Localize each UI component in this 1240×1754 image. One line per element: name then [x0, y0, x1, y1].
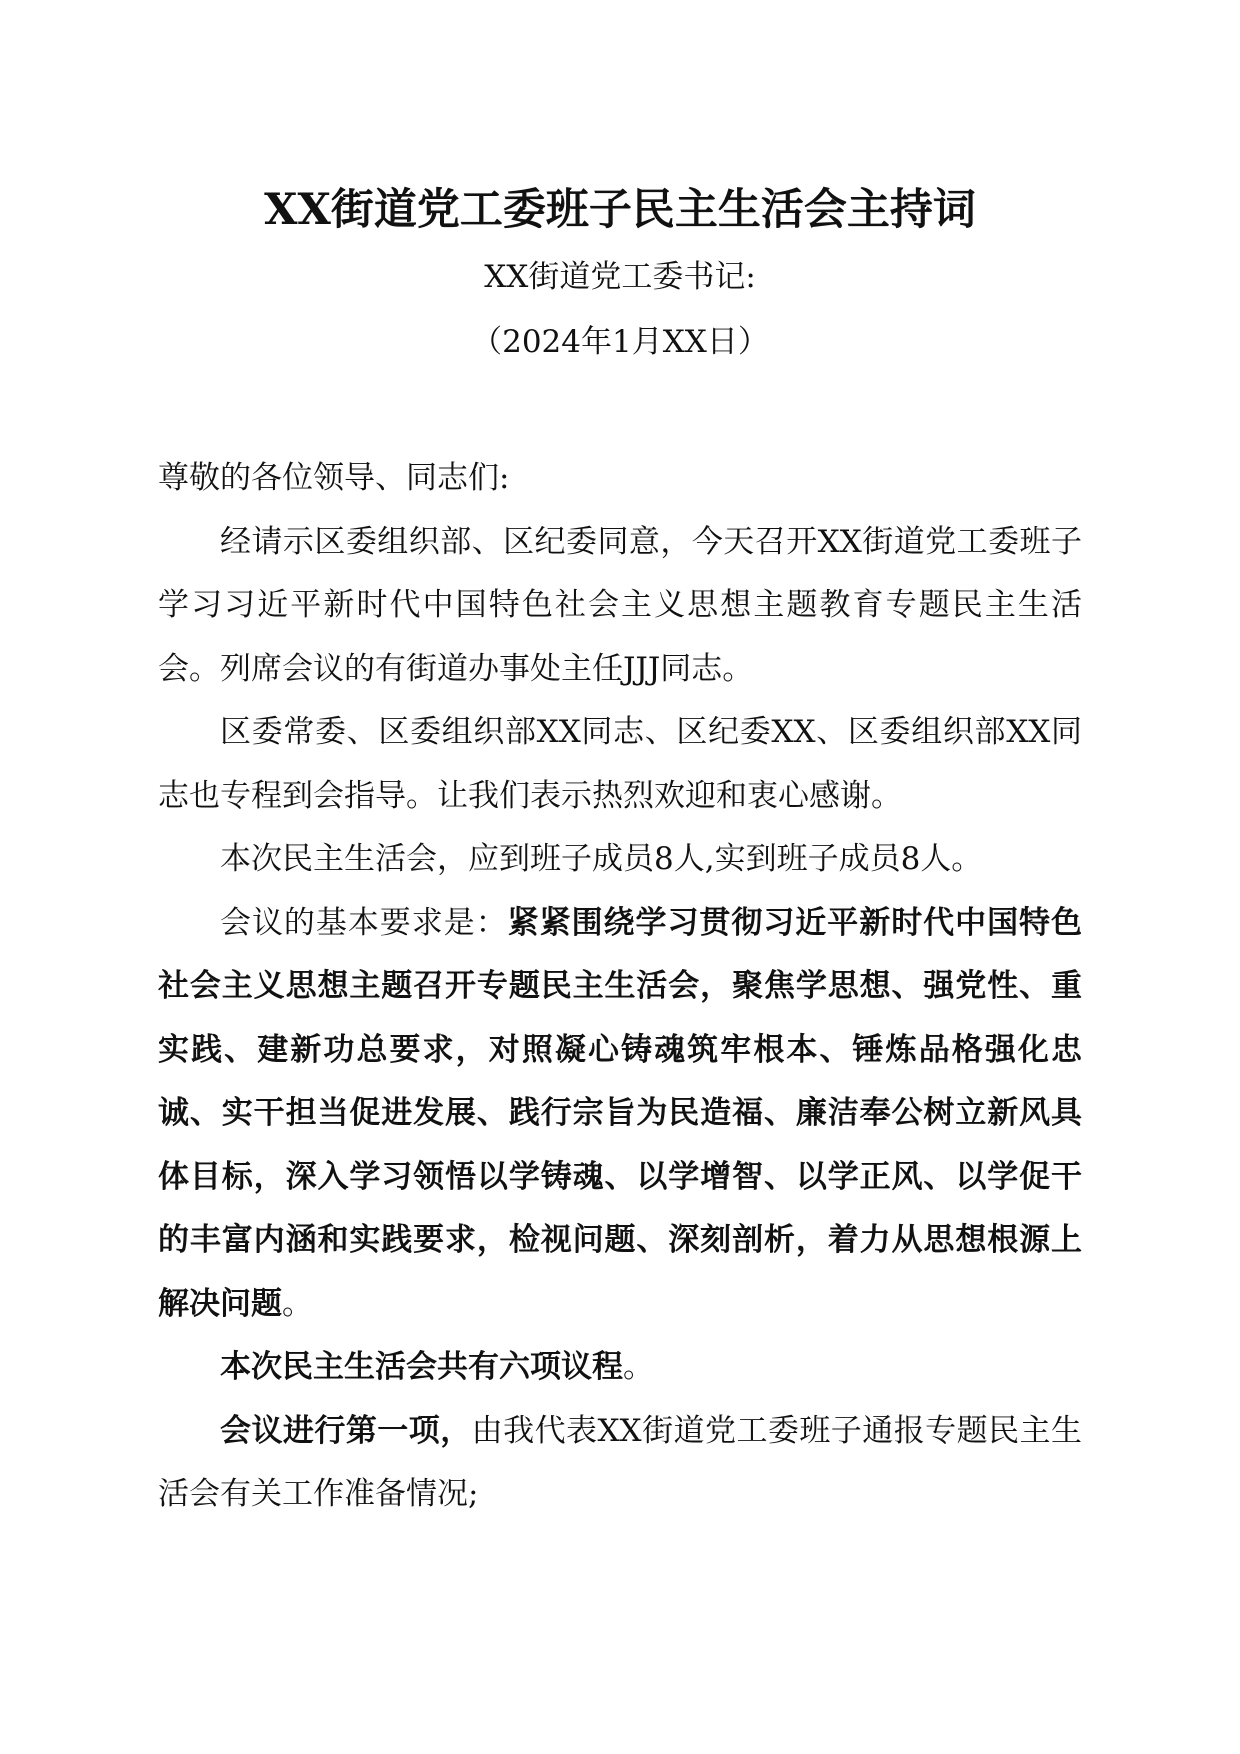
document-title: XX街道党工委班子民主生活会主持词 — [264, 185, 976, 235]
requirements-end: 。 — [282, 1285, 313, 1322]
requirements-intro: 会议的基本要求是： — [220, 904, 508, 941]
paragraph-item-one — [158, 1400, 1082, 1527]
paragraph-requirements — [158, 892, 1082, 1337]
agenda-heading: 本次民主生活会共有六项议程 — [220, 1349, 623, 1385]
item-one-text: 由我代表XX街道党工委班子通报专题民主生活会有关工作准备情况; — [158, 1412, 1083, 1512]
agenda-end: 。 — [623, 1349, 654, 1385]
document-body — [158, 447, 1082, 1527]
requirements-bold-text: 紧紧围绕学习贯彻习近平新时代中国特色社会主义思想主题召开专题民主生活会，聚焦学思想、强党性、重实践、建新功总要求，对照凝心铸魂筑牢根本、锤炼品格强化忠诚、实干担当促进发展、践行宗旨为民造福、廉洁奉公树立新风具体目标，深入学习领悟以学铸魂、以学增智、以学正风、以学促干的丰富内涵和实践要求，检视问题、深刻剖析，着力从思想根源上解决问题 — [158, 904, 1083, 1322]
paragraph-opening: 经请示区委组织部、区纪委同意，今天召开XX街道党工委班子学习习近平新时代中国特色社会主义思想主题教育专题民主生活会。列席会议的有街道办事处主任JJJ同志。 — [158, 523, 1082, 687]
document-date: （2024年1月XX日） — [471, 324, 769, 360]
paragraph-agenda — [158, 1336, 1082, 1400]
item-one-label: 会议进行第一项， — [220, 1412, 472, 1449]
document-author: XX街道党工委书记: — [484, 259, 756, 295]
paragraph-attendance: 本次民主生活会，应到班子成员8人,实到班子成员8人。 — [220, 841, 983, 877]
salutation: 尊敬的各位领导、同志们: — [158, 460, 510, 496]
paragraph-guests: 区委常委、区委组织部XX同志、区纪委XX、区委组织部XX同志也专程到会指导。让我们表示热烈欢迎和衷心感谢。 — [158, 714, 1082, 814]
